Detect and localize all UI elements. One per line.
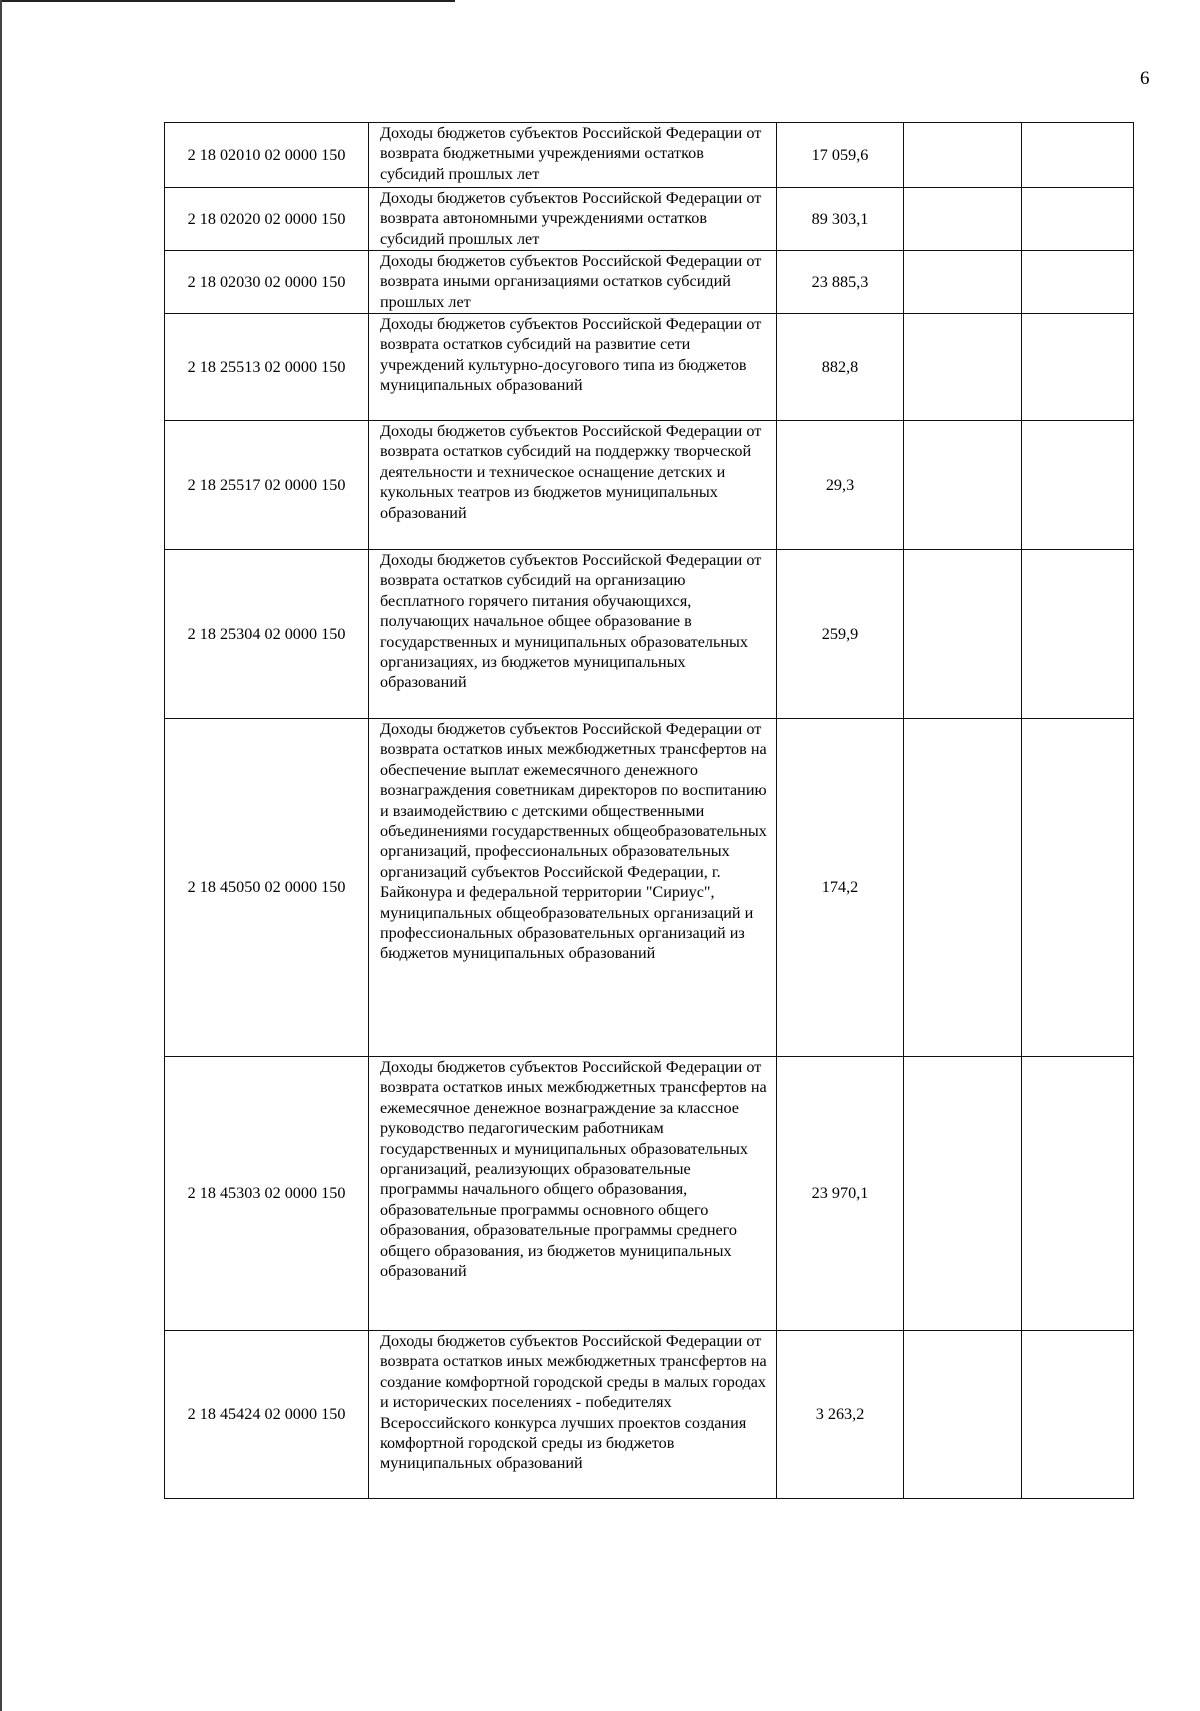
scan-edge-top xyxy=(0,0,455,2)
row-description: Доходы бюджетов субъектов Российской Федерации от возврата остатков субсидий на развитие сети учреждений культурно-досугового типа из бюджетов муниципальных образований xyxy=(369,314,777,421)
empty-cell xyxy=(904,719,1022,1057)
table-row xyxy=(165,1331,1134,1499)
empty-cell xyxy=(1022,251,1134,314)
empty-cell xyxy=(904,1331,1022,1499)
empty-cell xyxy=(1022,550,1134,719)
row-description: Доходы бюджетов субъектов Российской Федерации от возврата остатков иных межбюджетных трансфертов на ежемесячное денежное вознаграждение за классное руководство педагогическим работникам государственных и муниципальных образовательных организаций, реализующих образовательные программы начального общего образования, образовательные программы основного общего образования, образовательные программы среднего общего образования, из бюджетов муниципальных образований xyxy=(369,1057,777,1331)
row-amount: 3 263,2 xyxy=(777,1331,904,1499)
row-code: 2 18 02020 02 0000 150 xyxy=(165,188,369,251)
table-row xyxy=(165,421,1134,550)
empty-cell xyxy=(904,421,1022,550)
table-row xyxy=(165,314,1134,421)
table-row xyxy=(165,251,1134,314)
empty-cell xyxy=(904,123,1022,188)
empty-cell xyxy=(904,251,1022,314)
table-row xyxy=(165,550,1134,719)
row-description: Доходы бюджетов субъектов Российской Федерации от возврата остатков субсидий на поддержку творческой деятельности и техническое оснащение детских и кукольных театров из бюджетов муниципальных образований xyxy=(369,421,777,550)
row-code: 2 18 45050 02 0000 150 xyxy=(165,719,369,1057)
empty-cell xyxy=(1022,123,1134,188)
empty-cell xyxy=(1022,188,1134,251)
row-amount: 882,8 xyxy=(777,314,904,421)
row-code: 2 18 45424 02 0000 150 xyxy=(165,1331,369,1499)
table-row xyxy=(165,1057,1134,1331)
row-description: Доходы бюджетов субъектов Российской Федерации от возврата остатков иных межбюджетных трансфертов на обеспечение выплат ежемесячного денежного вознаграждения советникам директоров по воспитанию и взаимодействию с детскими общественными объединениями государственных общеобразовательных организаций, профессиональных образовательных организаций субъектов Российской Федерации, г. Байконура и федеральной территории "Сириус", муниципальных общеобразовательных организаций и профессиональных образовательных организаций из бюджетов муниципальных образований xyxy=(369,719,777,1057)
row-code: 2 18 25513 02 0000 150 xyxy=(165,314,369,421)
empty-cell xyxy=(1022,1331,1134,1499)
row-code: 2 18 25517 02 0000 150 xyxy=(165,421,369,550)
row-amount: 23 885,3 xyxy=(777,251,904,314)
row-description: Доходы бюджетов субъектов Российской Федерации от возврата остатков иных межбюджетных трансфертов на создание комфортной городской среды в малых городах и исторических поселениях - победителях Всероссийского конкурса лучших проектов создания комфортной городской среды из бюджетов муниципальных образований xyxy=(369,1331,777,1499)
row-code: 2 18 45303 02 0000 150 xyxy=(165,1057,369,1331)
empty-cell xyxy=(1022,719,1134,1057)
row-amount: 89 303,1 xyxy=(777,188,904,251)
scan-edge-left xyxy=(0,0,2,1711)
empty-cell xyxy=(904,314,1022,421)
row-description: Доходы бюджетов субъектов Российской Федерации от возврата иными организациями остатков субсидий прошлых лет xyxy=(369,251,777,314)
page-number: 6 xyxy=(1140,68,1150,89)
empty-cell xyxy=(904,550,1022,719)
empty-cell xyxy=(1022,1057,1134,1331)
row-code: 2 18 02030 02 0000 150 xyxy=(165,251,369,314)
empty-cell xyxy=(1022,314,1134,421)
empty-cell xyxy=(904,1057,1022,1331)
row-code: 2 18 25304 02 0000 150 xyxy=(165,550,369,719)
table-row xyxy=(165,188,1134,251)
row-amount: 17 059,6 xyxy=(777,123,904,188)
row-description: Доходы бюджетов субъектов Российской Федерации от возврата остатков субсидий на организацию бесплатного горячего питания обучающихся, получающих начальное общее образование в государственных и муниципальных образовательных организациях, из бюджетов муниципальных образований xyxy=(369,550,777,719)
row-description: Доходы бюджетов субъектов Российской Федерации от возврата автономными учреждениями остатков субсидий прошлых лет xyxy=(369,188,777,251)
row-description: Доходы бюджетов субъектов Российской Федерации от возврата бюджетными учреждениями остатков субсидий прошлых лет xyxy=(369,123,777,188)
row-amount: 174,2 xyxy=(777,719,904,1057)
row-amount: 259,9 xyxy=(777,550,904,719)
budget-revenue-table xyxy=(164,122,1134,1499)
empty-cell xyxy=(904,188,1022,251)
row-amount: 23 970,1 xyxy=(777,1057,904,1331)
table-row xyxy=(165,719,1134,1057)
table-row xyxy=(165,123,1134,188)
empty-cell xyxy=(1022,421,1134,550)
row-code: 2 18 02010 02 0000 150 xyxy=(165,123,369,188)
row-amount: 29,3 xyxy=(777,421,904,550)
